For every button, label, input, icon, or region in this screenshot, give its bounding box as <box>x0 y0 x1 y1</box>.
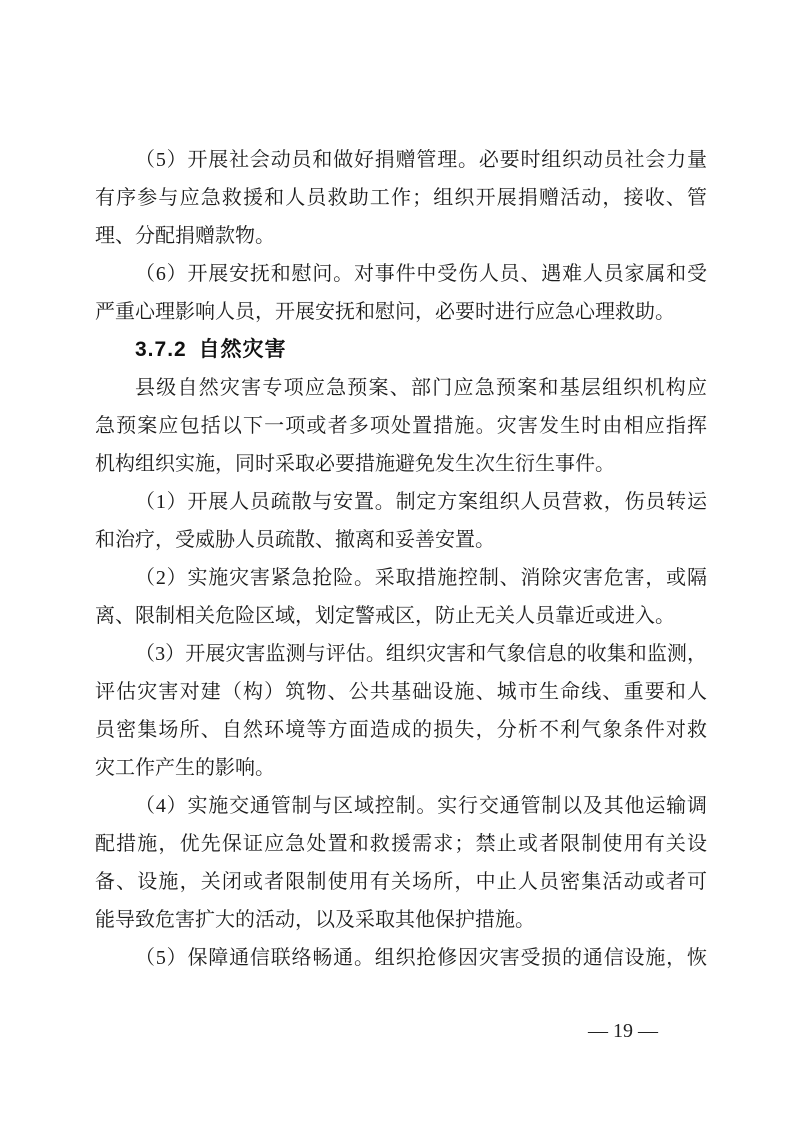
text-line: （1）开展人员疏散与安置。制定方案组织人员营救，伤员转运 <box>135 491 707 513</box>
paragraph-item-5-donation-management <box>95 141 707 255</box>
text-line: 员密集场所、自然环境等方面造成的损失，分析不利气象条件对救 <box>95 719 707 741</box>
text-line: 备、设施，关闭或者限制使用有关场所，中止人员密集活动或者可 <box>95 871 707 893</box>
text-line: 机构组织实施，同时采取必要措施避免发生次生衍生事件。 <box>95 453 615 475</box>
paragraph-item-6-comfort-condolence <box>95 255 707 331</box>
text-line: 评估灾害对建（构）筑物、公共基础设施、城市生命线、重要和人 <box>95 681 707 703</box>
text-line: 急预案应包括以下一项或者多项处置措施。灾害发生时由相应指挥 <box>95 415 707 437</box>
text-line: 配措施，优先保证应急处置和救援需求；禁止或者限制使用有关设 <box>95 833 707 855</box>
text-line: 和治疗，受威胁人员疏散、撤离和妥善安置。 <box>95 529 495 551</box>
paragraph-item-2-emergency-rescue <box>95 559 707 635</box>
text-line: （3）开展灾害监测与评估。组织灾害和气象信息的收集和监测， <box>135 643 707 665</box>
text-line: 严重心理影响人员，开展安抚和慰问，必要时进行应急心理救助。 <box>95 301 675 323</box>
page-footer <box>0 1016 793 1046</box>
text-line: 有序参与应急救援和人员救助工作；组织开展捐赠活动，接收、管 <box>95 187 707 209</box>
text-line: （4）实施交通管制与区域控制。实行交通管制以及其他运输调 <box>135 795 707 817</box>
text-line: 能导致危害扩大的活动，以及采取其他保护措施。 <box>95 909 535 931</box>
paragraph-item-4-traffic-control <box>95 787 707 939</box>
text-line: （5）保障通信联络畅通。组织抢修因灾害受损的通信设施，恢 <box>135 947 707 969</box>
text-line: （5）开展社会动员和做好捐赠管理。必要时组织动员社会力量 <box>135 149 707 171</box>
paragraph-item-3-monitoring-assessment <box>95 635 707 787</box>
document-body <box>95 141 707 977</box>
paragraph-intro-county-plans <box>95 369 707 483</box>
text-line: （6）开展安抚和慰问。对事件中受伤人员、遇难人员家属和受 <box>135 263 707 285</box>
page-number: — 19 — <box>588 1020 658 1042</box>
text-line: 理、分配捐赠款物。 <box>95 225 275 247</box>
text-line: 离、限制相关危险区域，划定警戒区，防止无关人员靠近或进入。 <box>95 605 675 627</box>
section-heading-3-7-2-natural-disaster: 3.7.2 自然灾害 <box>135 338 287 361</box>
text-line: 县级自然灾害专项应急预案、部门应急预案和基层组织机构应 <box>135 377 707 399</box>
text-line: （2）实施灾害紧急抢险。采取措施控制、消除灾害危害，或隔 <box>135 567 707 589</box>
paragraph-item-5-communication <box>95 939 707 977</box>
paragraph-item-1-evacuation <box>95 483 707 559</box>
text-line: 灾工作产生的影响。 <box>95 757 275 779</box>
